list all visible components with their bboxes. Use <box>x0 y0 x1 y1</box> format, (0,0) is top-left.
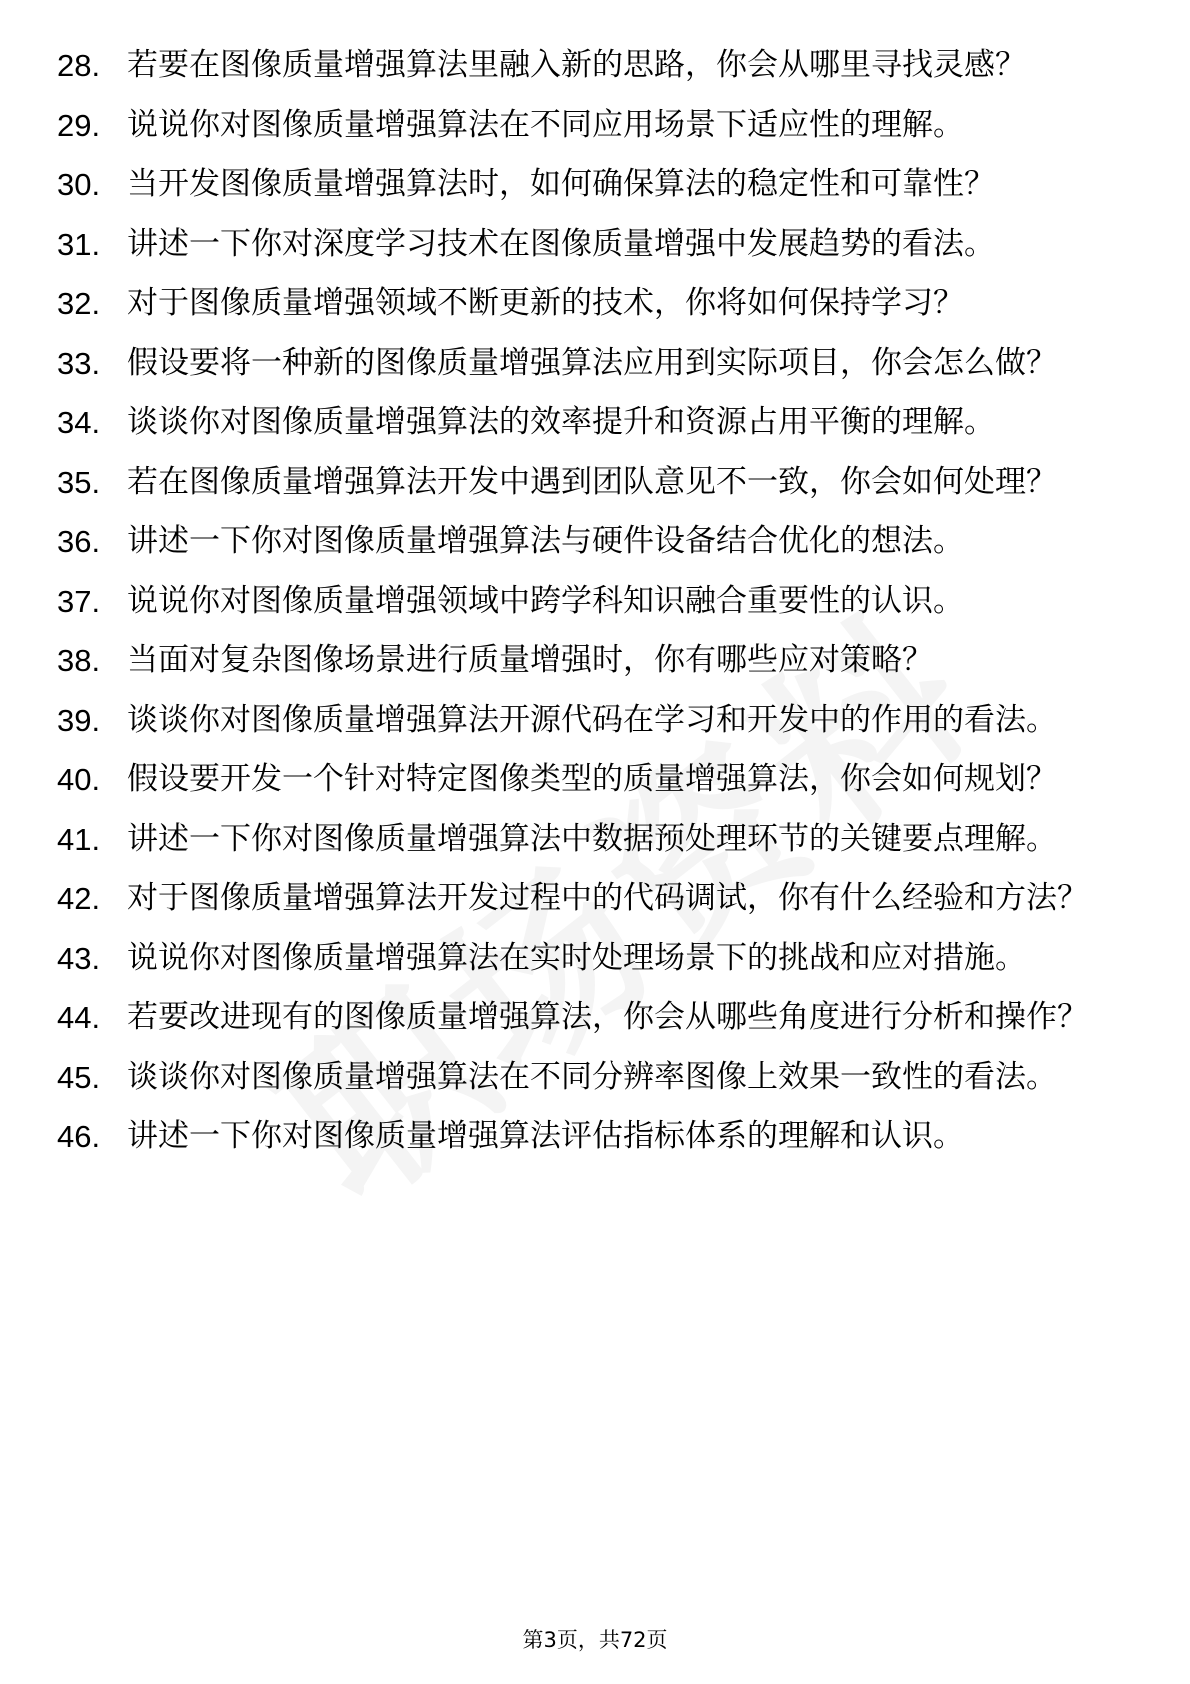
question-text: 对于图像质量增强算法开发过程中的代码调试，你有什么经验和方法？ <box>127 880 1088 916</box>
question-text: 谈谈你对图像质量增强算法在不同分辨率图像上效果一致性的看法。 <box>127 1058 1057 1095</box>
question-number: 29. <box>57 107 101 143</box>
question-item <box>0 165 1190 204</box>
question-item <box>0 106 1190 145</box>
question-item <box>0 284 1190 323</box>
question-item <box>0 820 1190 859</box>
question-list <box>0 46 1190 1177</box>
question-number: 38. <box>57 643 101 678</box>
question-number: 30. <box>57 167 101 202</box>
question-item <box>0 760 1190 799</box>
question-text: 谈谈你对图像质量增强算法的效率提升和资源占用平衡的理解。 <box>127 404 995 440</box>
question-number: 37. <box>57 583 101 619</box>
question-number: 28. <box>57 48 101 83</box>
question-item <box>0 225 1190 264</box>
page-footer: 第3页，共72页 <box>522 1628 668 1652</box>
question-text: 说说你对图像质量增强领域中跨学科知识融合重要性的认识。 <box>127 582 964 619</box>
question-number: 31. <box>57 226 101 262</box>
question-text: 若要在图像质量增强算法里融入新的思路，你会从哪里寻找灵感？ <box>127 47 1026 83</box>
question-number: 32. <box>57 286 101 321</box>
question-number: 46. <box>57 1119 101 1154</box>
question-item <box>0 998 1190 1037</box>
question-item <box>0 1058 1190 1097</box>
question-number: 39. <box>57 702 101 738</box>
question-text: 当面对复杂图像场景进行质量增强时，你有哪些应对策略？ <box>127 642 933 678</box>
question-text: 若在图像质量增强算法开发中遇到团队意见不一致，你会如何处理？ <box>127 463 1057 500</box>
question-text: 当开发图像质量增强算法时，如何确保算法的稳定性和可靠性？ <box>127 166 995 202</box>
question-text: 对于图像质量增强领域不断更新的技术，你将如何保持学习？ <box>127 285 964 321</box>
question-text: 若要改进现有的图像质量增强算法，你会从哪些角度进行分析和操作？ <box>127 999 1088 1035</box>
question-number: 43. <box>57 940 101 976</box>
question-item <box>0 701 1190 740</box>
question-number: 42. <box>57 881 101 916</box>
question-number: 40. <box>57 762 101 797</box>
question-number: 44. <box>57 1000 101 1035</box>
question-text: 假设要将一种新的图像质量增强算法应用到实际项目，你会怎么做？ <box>127 344 1057 381</box>
question-text: 谈谈你对图像质量增强算法开源代码在学习和开发中的作用的看法。 <box>127 701 1057 738</box>
question-text: 讲述一下你对图像质量增强算法与硬件设备结合优化的想法。 <box>127 523 964 559</box>
question-item <box>0 403 1190 442</box>
question-text: 讲述一下你对图像质量增强算法评估指标体系的理解和认识。 <box>127 1118 964 1154</box>
question-text: 假设要开发一个针对特定图像类型的质量增强算法，你会如何规划？ <box>127 761 1057 797</box>
question-item <box>0 46 1190 85</box>
question-number: 45. <box>57 1059 101 1095</box>
question-item <box>0 1117 1190 1156</box>
question-number: 36. <box>57 524 101 559</box>
question-item <box>0 641 1190 680</box>
question-item <box>0 463 1190 502</box>
question-item <box>0 344 1190 383</box>
question-number: 33. <box>57 345 101 381</box>
question-item <box>0 939 1190 978</box>
question-text: 讲述一下你对图像质量增强算法中数据预处理环节的关键要点理解。 <box>127 820 1057 857</box>
question-number: 41. <box>57 821 101 857</box>
question-text: 说说你对图像质量增强算法在不同应用场景下适应性的理解。 <box>127 106 964 143</box>
question-number: 34. <box>57 405 101 440</box>
question-text: 讲述一下你对深度学习技术在图像质量增强中发展趋势的看法。 <box>127 225 995 262</box>
question-item <box>0 522 1190 561</box>
question-item <box>0 582 1190 621</box>
question-text: 说说你对图像质量增强算法在实时处理场景下的挑战和应对措施。 <box>127 939 1026 976</box>
question-number: 35. <box>57 464 101 500</box>
question-item <box>0 879 1190 918</box>
